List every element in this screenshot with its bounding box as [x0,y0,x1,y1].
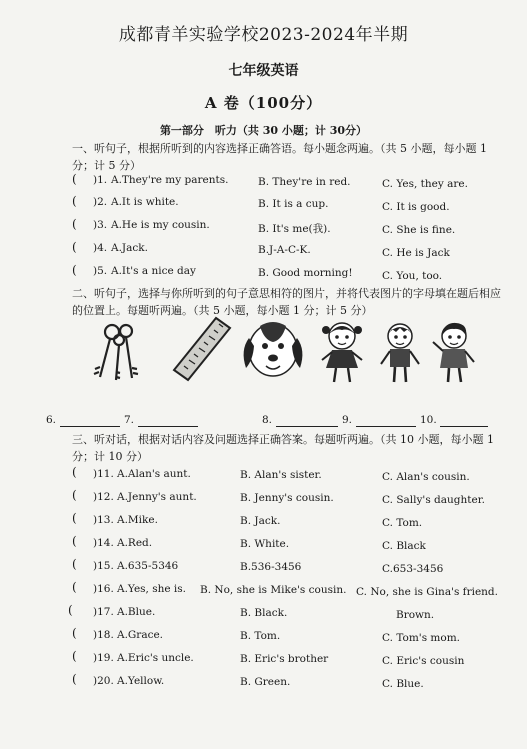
part-heading: 第一部分 听力（共 30 小题；计 30分） [159,124,368,137]
option-c: C. It is good. [382,201,450,213]
question-number: )2. [93,196,108,208]
option-a: A.Yellow. [117,675,165,687]
blank-label: 6. [46,414,57,426]
question-number: )13. [93,514,114,526]
option-a: A.635-5346 [117,560,179,572]
option-a: A.Yes, she is. [117,583,187,595]
question-number: )20. [93,675,114,687]
option-a: A.He is my cousin. [111,219,210,231]
answer-paren[interactable]: ( [72,626,77,640]
blank-label: 7. [124,414,135,426]
option-a: A.Alan's aunt. [117,468,191,480]
option-b: B.536-3456 [240,561,302,573]
option-b: B.J-A-C-K. [258,244,311,256]
question-number: )11. [93,468,114,480]
answer-paren[interactable]: ( [72,557,77,571]
option-b: B. White. [240,538,290,550]
option-c: Brown. [396,609,435,621]
answer-paren[interactable]: ( [72,217,77,231]
section2-instruction: 二、听句子，选择与你所听到的句子意思相符的图片，并将代表图片的字母填在题后相应的位置上。每题听两遍。（共 5 小题，每小题 1 分；计 5 分） [72,287,501,317]
answer-blank[interactable] [138,416,198,427]
question-number: )17. [93,606,114,618]
option-b: B. Alan's sister. [240,469,322,481]
option-b: B. They're in red. [258,176,351,188]
answer-paren[interactable]: ( [72,465,77,479]
option-c: C. She is fine. [382,224,456,236]
keys-icon [92,322,150,384]
option-c: C. Tom. [382,517,423,529]
option-a: A.Jack. [111,242,148,254]
section3-instruction: 三、听对话，根据对话内容及问题选择正确答案。每题听两遍。（共 10 小题，每小题 1 分；计 10 分） [72,433,494,463]
question-number: )15. [93,560,114,572]
ruler-icon [172,316,234,382]
option-a: A.They're my parents. [111,174,229,186]
option-c: C. Alan's cousin. [382,471,470,483]
girl-icon [318,320,366,384]
option-c: C.653-3456 [382,563,444,575]
question-number: )1. [93,174,108,186]
option-b: B. Tom. [240,630,281,642]
question-number: )3. [93,219,108,231]
question-number: )5. [93,265,108,277]
exam-subtitle: 七年级英语 [228,63,299,79]
question-number: )4. [93,242,108,254]
option-c: C. Sally's daughter. [382,494,485,506]
answer-paren[interactable]: ( [72,240,77,254]
dog-icon [238,316,308,382]
option-c: C. Black [382,540,426,552]
option-c: C. He is Jack [382,247,450,259]
blank-label: 10. [420,414,437,426]
answer-paren[interactable]: ( [72,672,77,686]
answer-paren[interactable]: ( [68,603,73,617]
exam-title: 成都青羊实验学校2023-2024年半期 [118,25,409,45]
option-b: B. It is a cup. [258,198,329,210]
option-a: A.Mike. [117,514,158,526]
option-c: C. No, she is Gina's friend. [356,586,498,598]
option-a: A.Eric's uncle. [117,652,194,664]
option-b: B. Jack. [240,515,281,527]
option-b: B. It's me(我). [258,223,331,235]
answer-paren[interactable]: ( [72,194,77,208]
option-b: B. Jenny's cousin. [240,492,334,504]
option-b: B. Eric's brother [240,653,329,665]
question-number: )12. [93,491,114,503]
answer-paren[interactable]: ( [72,172,77,186]
answer-blank[interactable] [276,416,338,427]
option-c: C. You, too. [382,270,443,282]
option-a: A.It's a nice day [111,265,196,277]
option-c: C. Eric's cousin [382,655,465,667]
blank-label: 8. [262,414,273,426]
option-c: C. Tom's mom. [382,632,460,644]
option-b: B. Black. [240,607,288,619]
option-a: A.Blue. [117,606,156,618]
question-number: )14. [93,537,114,549]
answer-blank[interactable] [356,416,416,427]
option-b: B. Green. [240,676,291,688]
answer-blank[interactable] [60,416,120,427]
option-a: A.Jenny's aunt. [117,491,197,503]
answer-paren[interactable]: ( [72,511,77,525]
boy-icon [378,320,422,384]
question-number: )19. [93,652,114,664]
option-b: B. Good morning! [258,267,353,279]
option-c: C. Blue. [382,678,424,690]
boy-icon [430,320,476,384]
question-number: )16. [93,583,114,595]
answer-paren[interactable]: ( [72,534,77,548]
answer-paren[interactable]: ( [72,580,77,594]
option-c: C. Yes, they are. [382,178,468,190]
option-a: A.Red. [117,537,153,549]
answer-paren[interactable]: ( [72,263,77,277]
answer-blank[interactable] [440,416,488,427]
answer-paren[interactable]: ( [72,649,77,663]
answer-paren[interactable]: ( [72,488,77,502]
blank-label: 9. [342,414,353,426]
option-a: A.It is white. [111,196,179,208]
paper-label: A 卷（100分） [204,94,323,112]
question-number: )18. [93,629,114,641]
option-a: A.Grace. [117,629,164,641]
option-b: B. No, she is Mike's cousin. [200,584,347,596]
section1-instruction: 一、听句子，根据所听到的内容选择正确答语。每小题念两遍。（共 5 小题，每小题 1 分；计 5 分） [72,142,487,172]
